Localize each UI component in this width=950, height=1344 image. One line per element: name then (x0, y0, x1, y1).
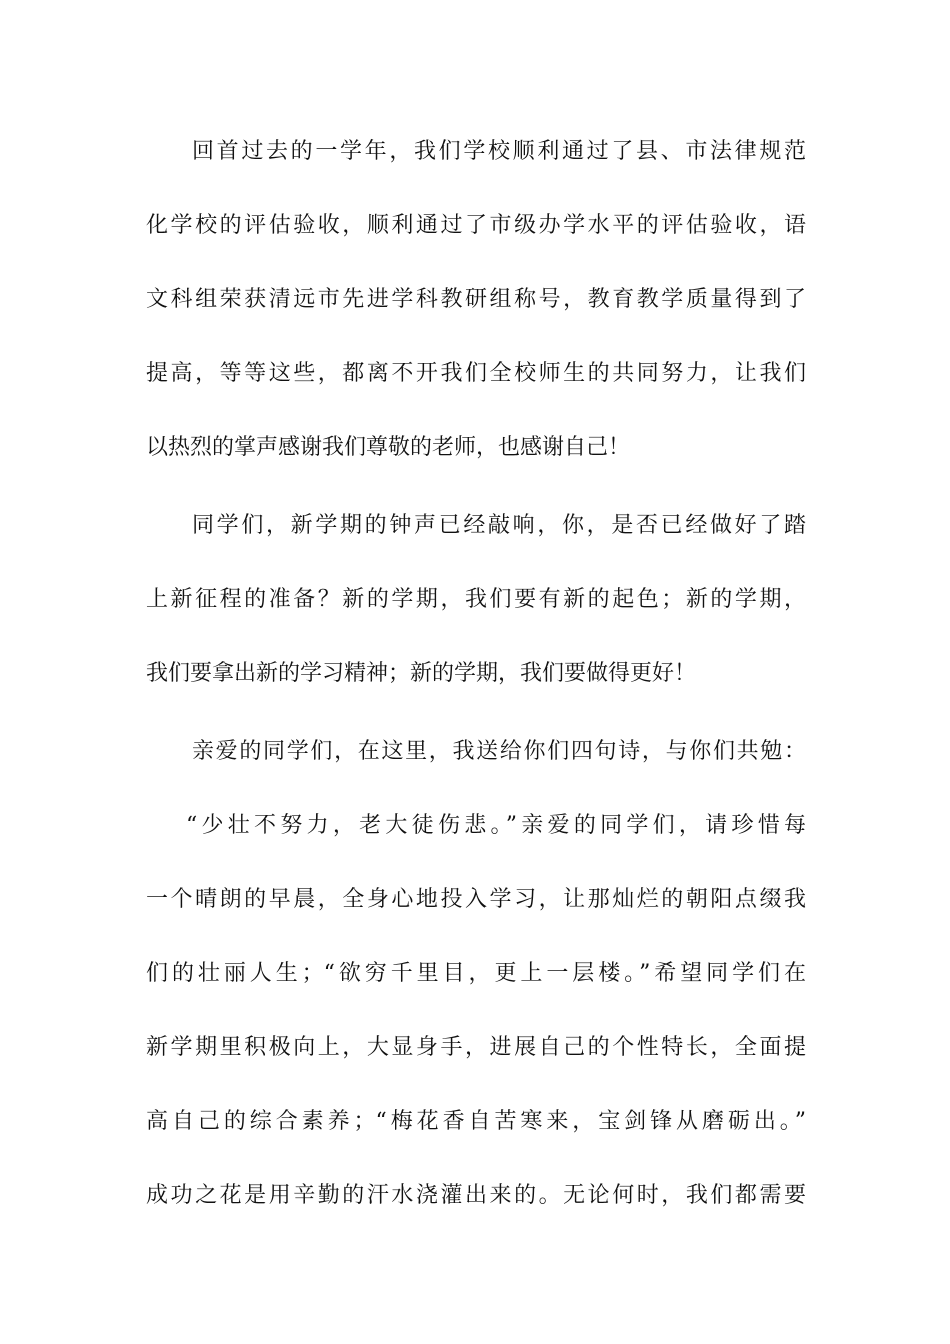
paragraph-4-line-2: 一个晴朗的早晨，全身心地投入学习，让那灿烂的朝阳点缀我 (146, 887, 806, 912)
paragraph-1-line-1: 回首过去的一学年，我们学校顺利通过了县、市法律规范 (192, 139, 806, 164)
paragraph-1-line-4: 提高，等等这些，都离不开我们全校师生的共同努力，让我们 (146, 361, 806, 386)
paragraph-2-line-2: 上新征程的准备？新的学期，我们要有新的起色；新的学期， (146, 587, 806, 612)
paragraph-2-line-1: 同学们，新学期的钟声已经敲响，你，是否已经做好了踏 (192, 513, 806, 538)
paragraph-4-line-5: 高自己的综合素养；“梅花香自苦寒来，宝剑锋从磨砺出。” (146, 1109, 806, 1134)
paragraph-1-line-5: 以热烈的掌声感谢我们尊敬的老师，也感谢自己！ (146, 435, 631, 460)
paragraph-2-line-3: 我们要拿出新的学习精神；新的学期，我们要做得更好！ (146, 661, 697, 686)
paragraph-1-line-2: 化学校的评估验收，顺利通过了市级办学水平的评估验收，语 (146, 213, 806, 238)
paragraph-4-line-6: 成功之花是用辛勤的汗水浇灌出来的。无论何时，我们都需要 (146, 1183, 806, 1208)
paragraph-4-line-3: 们的壮丽人生；“欲穷千里目，更上一层楼。”希望同学们在 (146, 961, 806, 986)
paragraph-1-line-3: 文科组荣获清远市先进学科教研组称号，教育教学质量得到了 (146, 287, 806, 312)
paragraph-4-line-1: “少壮不努力，老大徒伤悲。”亲爱的同学们，请珍惜每 (186, 813, 806, 838)
paragraph-4-line-4: 新学期里积极向上，大显身手，进展自己的个性特长，全面提 (146, 1035, 806, 1060)
paragraph-3-line-1: 亲爱的同学们，在这里，我送给你们四句诗，与你们共勉： (192, 739, 806, 764)
